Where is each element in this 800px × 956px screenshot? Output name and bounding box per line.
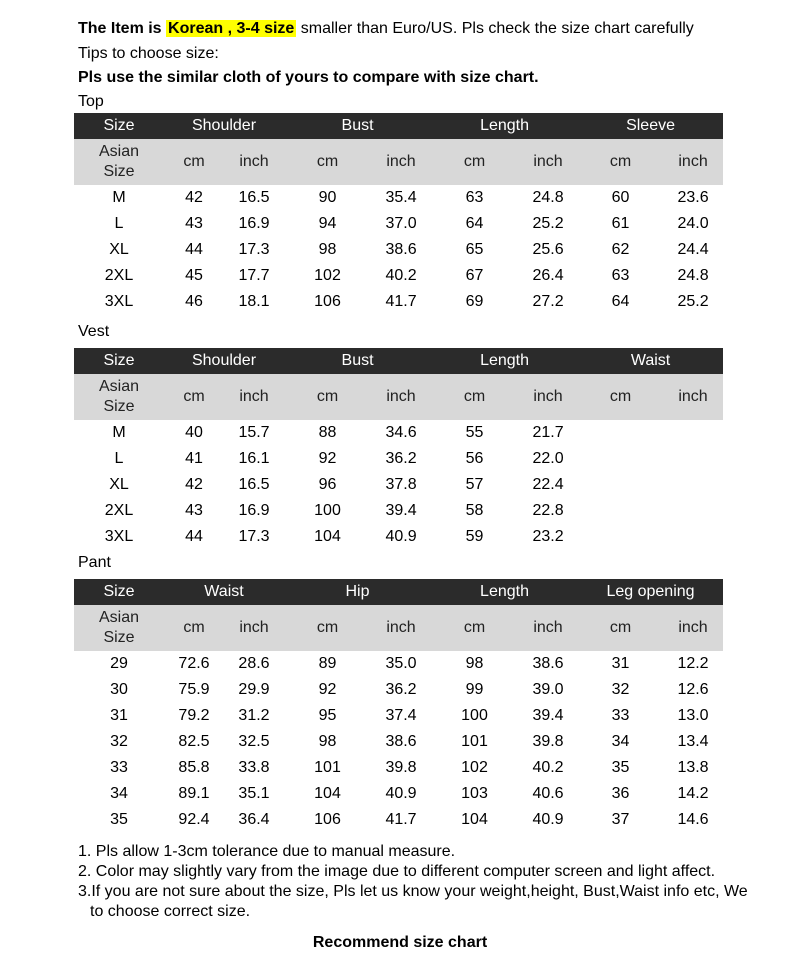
group-header: Shoulder [164,348,284,374]
size-header: Size [74,113,164,139]
footer-caption: Recommend size chart [312,934,488,951]
table-row [74,703,723,729]
size-cell: XL [109,476,129,493]
unit-cm: cm [284,374,371,420]
note-1: 1. Pls allow 1-3cm tolerance due to manual measure. [78,843,456,860]
unit-inch: inch [518,374,578,420]
section-title-vest: Vest [78,323,110,340]
unit-inch: inch [518,139,578,185]
value-cell: 37.0 [385,215,417,232]
unit-cm: cm [164,374,224,420]
size-cell: L [114,450,124,467]
size-cell: 3XL [104,293,134,310]
unit-inch: inch [663,139,723,185]
value-cell: 13.4 [677,733,709,750]
group-header: Waist [578,348,723,374]
value-cell: 100 [314,502,341,519]
value-cell: 40.6 [532,785,564,802]
value-cell: 44 [185,528,203,545]
value-cell: 35.1 [238,785,270,802]
value-cell: 39.4 [385,502,417,519]
size-cell: 34 [110,785,128,802]
unit-cm: cm [578,139,663,185]
table-row [74,677,723,703]
value-cell: 32.5 [238,733,270,750]
value-cell: 63 [611,267,630,284]
value-cell: 85.8 [178,759,210,776]
value-cell [663,524,723,550]
value-cell: 26.4 [532,267,564,284]
value-cell: 29.9 [238,681,270,698]
value-cell: 57 [465,476,484,493]
value-cell: 37.4 [385,707,417,724]
table-row [74,651,723,677]
note-3-cont: to choose correct size. [90,903,251,920]
unit-cm: cm [431,374,518,420]
value-cell: 34.6 [385,424,417,441]
value-cell: 38.6 [532,655,564,672]
value-cell: 32 [611,681,630,698]
value-cell: 15.7 [238,424,270,441]
value-cell: 42 [185,189,203,206]
value-cell: 104 [461,811,488,828]
value-cell: 16.1 [238,450,270,467]
value-cell: 92 [318,681,337,698]
size-table-top [74,113,723,315]
size-header: Size [74,579,164,605]
table-row [74,755,723,781]
value-cell: 55 [465,424,484,441]
value-cell: 65 [465,241,484,258]
value-cell: 64 [611,293,630,310]
value-cell: 22.0 [532,450,564,467]
value-cell: 40.2 [532,759,564,776]
unit-inch: inch [371,139,431,185]
value-cell: 41.7 [385,811,417,828]
unit-cm: cm [578,374,663,420]
value-cell: 103 [461,785,488,802]
unit-cm: cm [164,605,224,651]
value-cell: 14.6 [677,811,709,828]
value-cell: 17.3 [238,241,270,258]
value-cell: 92 [318,450,337,467]
value-cell: 13.0 [677,707,709,724]
value-cell: 22.8 [532,502,564,519]
section-title-top: Top [78,93,104,110]
value-cell: 16.9 [238,502,270,519]
value-cell: 39.4 [532,707,564,724]
value-cell: 58 [465,502,484,519]
size-cell: 33 [110,759,128,776]
value-cell: 39.8 [532,733,564,750]
value-cell: 17.7 [238,267,270,284]
value-cell: 41 [185,450,203,467]
intro-suffix: smaller than Euro/US. Pls check the size chart carefully [296,20,694,37]
size-cell: 35 [110,811,128,828]
table-row [74,807,723,833]
value-cell: 89.1 [178,785,210,802]
size-cell: 2XL [104,502,134,519]
value-cell: 63 [465,189,484,206]
size-cell: L [114,215,124,232]
value-cell: 64 [465,215,484,232]
value-cell: 106 [314,811,341,828]
value-cell: 24.0 [677,215,709,232]
size-table-vest [74,348,723,550]
asian-size-label: Asian Size [74,374,164,420]
value-cell: 102 [314,267,341,284]
group-header: Waist [164,579,284,605]
group-header: Length [431,348,578,374]
size-cell: M [112,424,126,441]
value-cell: 67 [465,267,484,284]
value-cell: 88 [318,424,337,441]
value-cell: 46 [185,293,203,310]
advice-line: Pls use the similar cloth of yours to compare with size chart. [78,69,539,86]
unit-cm: cm [578,605,663,651]
table-row [74,289,723,315]
value-cell: 28.6 [238,655,270,672]
value-cell: 40.2 [385,267,417,284]
value-cell: 34 [611,733,630,750]
value-cell: 16.5 [238,189,270,206]
unit-inch: inch [224,139,284,185]
intro-line [78,20,694,38]
value-cell: 79.2 [178,707,210,724]
table-row [74,263,723,289]
value-cell: 99 [465,681,484,698]
value-cell: 38.6 [385,733,417,750]
value-cell: 35 [611,759,630,776]
size-table-pant [74,579,723,833]
value-cell: 98 [318,241,337,258]
value-cell: 40.9 [385,785,417,802]
value-cell: 90 [318,189,337,206]
value-cell: 12.2 [677,655,709,672]
value-cell: 43 [185,215,203,232]
value-cell: 82.5 [178,733,210,750]
value-cell: 38.6 [385,241,417,258]
intro-prefix: The Item is [78,20,167,37]
value-cell [578,524,663,550]
value-cell: 23.6 [677,189,709,206]
size-cell: M [112,189,126,206]
unit-inch: inch [224,374,284,420]
table-row [74,498,723,524]
value-cell: 59 [465,528,484,545]
group-header: Leg opening [578,579,723,605]
value-cell: 36.2 [385,450,417,467]
value-cell [663,498,723,524]
value-cell: 24.4 [677,241,709,258]
value-cell: 95 [318,707,337,724]
value-cell: 41.7 [385,293,417,310]
unit-cm: cm [164,139,224,185]
group-header: Sleeve [578,113,723,139]
value-cell [578,498,663,524]
size-cell: 3XL [104,528,134,545]
value-cell [663,446,723,472]
size-header: Size [74,348,164,374]
value-cell: 36.2 [385,681,417,698]
value-cell: 27.2 [532,293,564,310]
value-cell: 36 [611,785,630,802]
value-cell: 37 [611,811,630,828]
value-cell: 98 [465,655,484,672]
group-header: Shoulder [164,113,284,139]
value-cell: 42 [185,476,203,493]
table-row [74,729,723,755]
value-cell: 104 [314,528,341,545]
value-cell: 69 [465,293,484,310]
value-cell: 56 [465,450,484,467]
value-cell [578,420,663,446]
unit-cm: cm [431,139,518,185]
notes [78,842,748,922]
group-header: Hip [284,579,431,605]
table-row [74,524,723,550]
value-cell: 39.8 [385,759,417,776]
value-cell: 16.5 [238,476,270,493]
size-cell: 30 [110,681,128,698]
asian-size-label: Asian Size [74,605,164,651]
group-header: Length [431,579,578,605]
value-cell: 36.4 [238,811,270,828]
value-cell: 39.0 [532,681,564,698]
value-cell: 94 [318,215,337,232]
value-cell: 22.4 [532,476,564,493]
table-row [74,446,723,472]
value-cell: 96 [318,476,337,493]
value-cell: 43 [185,502,203,519]
value-cell [663,420,723,446]
table-row [74,472,723,498]
intro-highlight: Korean , 3-4 size [168,20,295,37]
value-cell: 101 [314,759,341,776]
value-cell: 40.9 [385,528,417,545]
value-cell: 44 [185,241,203,258]
value-cell: 102 [461,759,488,776]
value-cell: 40.9 [532,811,564,828]
section-title-pant: Pant [78,554,111,571]
value-cell: 12.6 [677,681,709,698]
value-cell: 75.9 [178,681,210,698]
value-cell: 35.0 [385,655,417,672]
value-cell: 21.7 [532,424,564,441]
unit-inch: inch [518,605,578,651]
unit-inch: inch [371,605,431,651]
size-cell: XL [109,241,129,258]
value-cell: 45 [185,267,203,284]
asian-size-label: Asian Size [74,139,164,185]
value-cell: 61 [611,215,630,232]
unit-inch: inch [663,605,723,651]
value-cell: 17.3 [238,528,270,545]
value-cell: 89 [318,655,337,672]
unit-inch: inch [224,605,284,651]
table-row [74,237,723,263]
value-cell [578,446,663,472]
unit-cm: cm [431,605,518,651]
value-cell: 92.4 [178,811,210,828]
value-cell: 35.4 [385,189,417,206]
group-header: Bust [284,348,431,374]
group-header: Length [431,113,578,139]
group-header: Bust [284,113,431,139]
value-cell: 13.8 [677,759,709,776]
value-cell: 31.2 [238,707,270,724]
table-row [74,781,723,807]
value-cell: 40 [185,424,203,441]
value-cell: 100 [461,707,488,724]
value-cell: 24.8 [677,267,709,284]
unit-cm: cm [284,605,371,651]
value-cell: 37.8 [385,476,417,493]
size-cell: 31 [110,707,128,724]
unit-inch: inch [663,374,723,420]
value-cell: 24.8 [532,189,564,206]
size-cell: 2XL [104,267,134,284]
value-cell: 104 [314,785,341,802]
value-cell: 72.6 [178,655,210,672]
table-row [74,185,723,211]
table-row [74,420,723,446]
value-cell: 31 [611,655,630,672]
value-cell: 33.8 [238,759,270,776]
unit-cm: cm [284,139,371,185]
unit-inch: inch [371,374,431,420]
value-cell: 14.2 [677,785,709,802]
value-cell: 60 [611,189,630,206]
size-cell: 29 [110,655,128,672]
note-2: 2. Color may slightly vary from the image due to different computer screen and light affect. [78,863,716,880]
table-row [74,211,723,237]
tips-line: Tips to choose size: [78,45,219,62]
value-cell [663,472,723,498]
value-cell: 23.2 [532,528,564,545]
value-cell: 16.9 [238,215,270,232]
note-3: 3.If you are not sure about the size, Pls let us know your weight,height, Bust,Waist info etc, We [78,883,748,900]
value-cell: 101 [461,733,488,750]
value-cell: 25.6 [532,241,564,258]
value-cell: 25.2 [677,293,709,310]
value-cell: 62 [611,241,630,258]
value-cell: 106 [314,293,341,310]
value-cell: 25.2 [532,215,564,232]
value-cell: 18.1 [238,293,270,310]
size-cell: 32 [110,733,128,750]
value-cell [578,472,663,498]
value-cell: 98 [318,733,337,750]
value-cell: 33 [611,707,630,724]
